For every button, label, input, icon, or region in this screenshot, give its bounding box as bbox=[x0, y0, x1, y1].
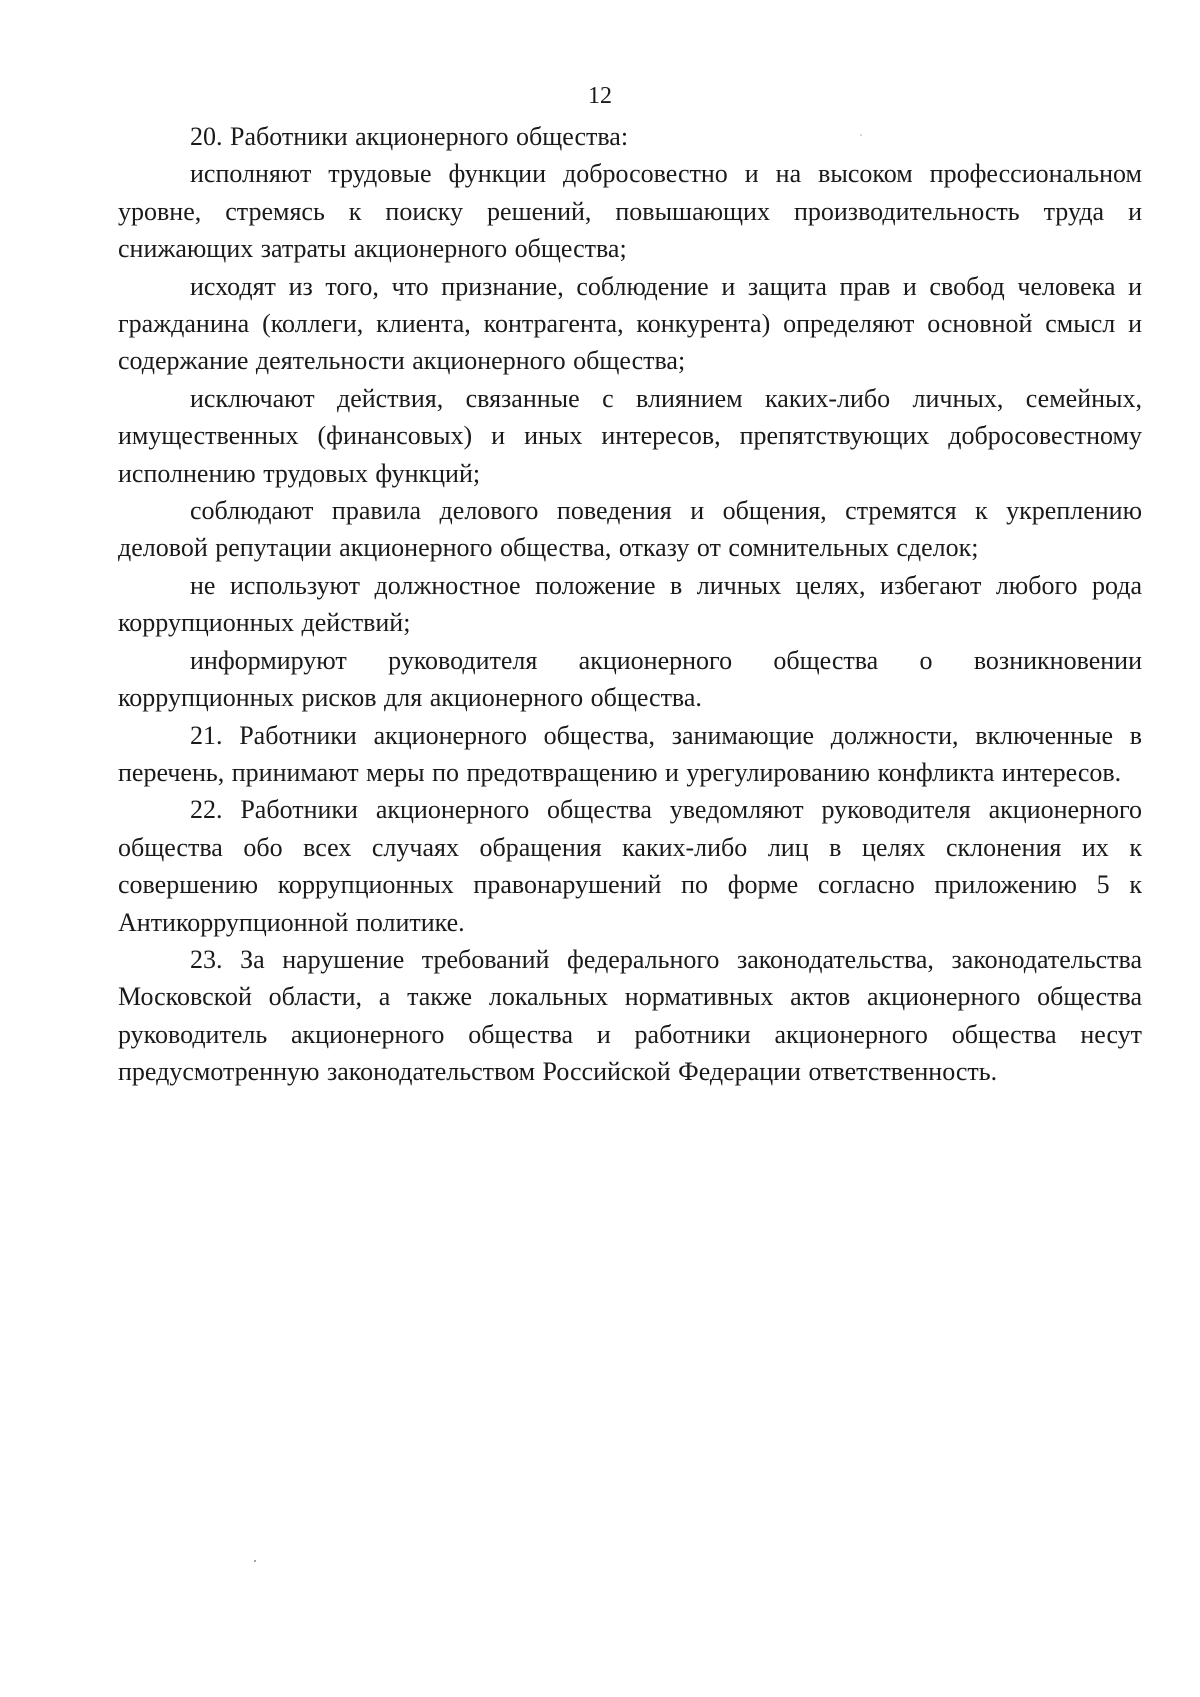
paragraph-23: 23. За нарушение требований федерального законодательства, законодательства Московской области, а также локальных нормативных актов акционерного общества руководитель акционерного общества и работники акционерного общества несут предусмотренную законодательством Российской Федерации ответственность. bbox=[118, 944, 1142, 1087]
paragraph-20-item-4: соблюдают правила делового поведения и общения, стремятся к укреплению деловой репутации акционерного общества, отказу от сомнительных сделок; bbox=[118, 496, 1142, 563]
paragraph-22: 22. Работники акционерного общества уведомляют руководителя акционерного общества обо всех случаях обращения каких-либо лиц в целях склонения их к совершению коррупционных правонарушений по форме согласно приложению 5 к Антикоррупционной политике. bbox=[118, 795, 1142, 937]
paragraph-20-item-3: исключают действия, связанные с влиянием каких-либо личных, семейных, имущественных (финансовых) и иных интересов, препятствующих добросовестному исполнению трудовых функций; bbox=[118, 383, 1142, 488]
paragraph-20-heading: 20. Работники акционерного общества: bbox=[190, 122, 629, 151]
document-body bbox=[118, 118, 1142, 1091]
page-number: 12 bbox=[588, 83, 612, 109]
paragraph-20-item-6: информируют руководителя акционерного общества о возникновении коррупционных рисков для акционерного общества. bbox=[118, 645, 1142, 713]
paragraph-20-item-2: исходят из того, что признание, соблюдение и защита прав и свобод человека и гражданина (коллеги, клиента, контрагента, конкурента) определяют основной смысл и содержание деятельности акционерного общества; bbox=[118, 271, 1142, 376]
paragraph-20-item-5: не используют должностное положение в личных целях, избегают любого рода коррупционных действий; bbox=[118, 570, 1142, 638]
paragraph-21: 21. Работники акционерного общества, занимающие должности, включенные в перечень, принимают меры по предотвращению и урегулированию конфликта интересов. bbox=[118, 720, 1142, 787]
scan-speck bbox=[254, 1560, 256, 1562]
scan-speck bbox=[860, 134, 862, 136]
paragraph-20-item-1: исполняют трудовые функции добросовестно и на высоком профессиональном уровне, стремясь к поиску решений, повышающих производительность труда и снижающих затраты акционерного общества; bbox=[118, 159, 1142, 264]
